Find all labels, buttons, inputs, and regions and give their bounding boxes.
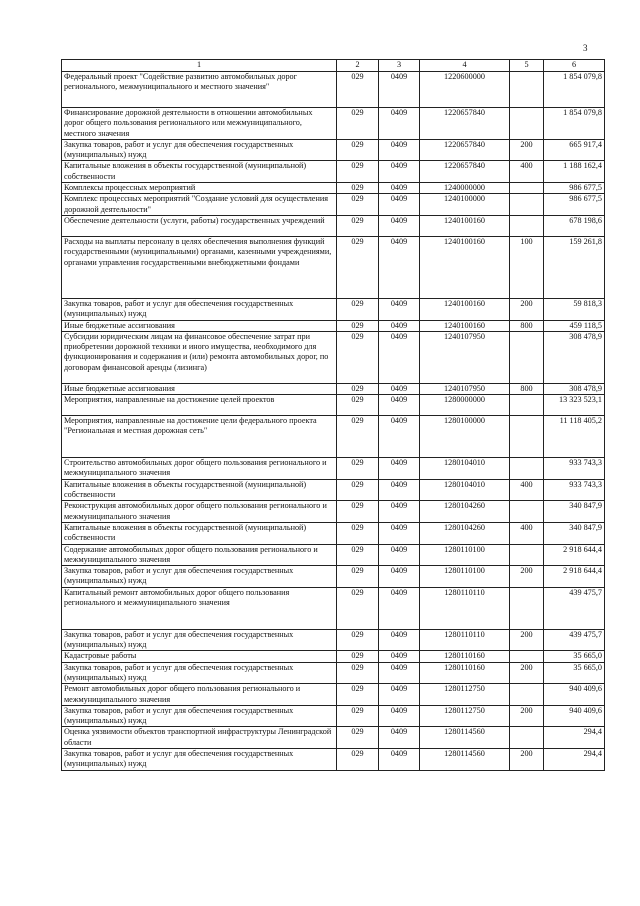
row-c4-cell: 1280110160 [420,662,510,684]
row-c3-cell: 0409 [379,522,420,544]
row-c2-cell: 029 [337,629,379,651]
row-name-cell: Иные бюджетные ассигнования [62,320,337,331]
row-name-cell: Комплекс процессных мероприятий "Создание условий для осуществления дорожной деятельности" [62,194,337,216]
row-name-cell: Ремонт автомобильных дорог общего пользования регионального и межмуниципального значения [62,684,337,706]
row-c6-cell: 665 917,4 [544,139,605,161]
row-c6-cell: 294,4 [544,748,605,770]
row-name-cell: Закупка товаров, работ и услуг для обеспечения государственных (муниципальных) нужд [62,629,337,651]
row-c5-cell [510,416,544,458]
row-c2-cell: 029 [337,458,379,480]
row-c6-cell: 933 743,3 [544,479,605,501]
header-cell: 5 [510,60,544,72]
row-name-cell: Закупка товаров, работ и услуг для обеспечения государственных (муниципальных) нужд [62,662,337,684]
row-c2-cell: 029 [337,298,379,320]
row-c6-cell: 1 854 079,8 [544,108,605,140]
table-row [62,395,605,416]
row-c6-cell: 1 854 079,8 [544,72,605,108]
row-name-cell: Субсидии юридическим лицам на финансовое обеспечение затрат при приобретении дорожной техники и иного имущества, необходимого для функционирования и содержания и (или) ремонта автомобильных дорог, по договорам финансовой аренды (лизинга) [62,331,337,383]
row-c2-cell: 029 [337,662,379,684]
row-c4-cell: 1240000000 [420,183,510,194]
row-c3-cell: 0409 [379,587,420,629]
table-row [62,298,605,320]
row-name-cell: Содержание автомобильных дорог общего пользования регионального и межмуниципального значения [62,544,337,566]
row-c6-cell: 2 918 644,4 [544,566,605,588]
row-name-cell: Закупка товаров, работ и услуг для обеспечения государственных (муниципальных) нужд [62,139,337,161]
row-name-cell: Закупка товаров, работ и услуг для обеспечения государственных (муниципальных) нужд [62,566,337,588]
row-c5-cell: 200 [510,629,544,651]
header-cell: 3 [379,60,420,72]
table-row [62,544,605,566]
table-row [62,161,605,183]
row-c5-cell [510,108,544,140]
row-name-cell: Мероприятия, направленные на достижение целей проектов [62,395,337,416]
row-c4-cell: 1240107950 [420,383,510,394]
row-name-cell: Иные бюджетные ассигнования [62,383,337,394]
row-c4-cell: 1280114560 [420,727,510,749]
row-name-cell: Реконструкция автомобильных дорог общего пользования регионального и межмуниципального значения [62,501,337,523]
row-c3-cell: 0409 [379,629,420,651]
row-c3-cell: 0409 [379,139,420,161]
table-body [62,72,605,771]
row-c2-cell: 029 [337,587,379,629]
row-c2-cell: 029 [337,108,379,140]
table-row [62,651,605,662]
row-c5-cell [510,651,544,662]
row-c2-cell: 029 [337,215,379,236]
row-c2-cell: 029 [337,320,379,331]
row-c5-cell [510,684,544,706]
row-name-cell: Закупка товаров, работ и услуг для обеспечения государственных (муниципальных) нужд [62,298,337,320]
row-c5-cell: 800 [510,320,544,331]
row-c6-cell: 11 118 405,2 [544,416,605,458]
row-c4-cell: 1280104010 [420,458,510,480]
row-c5-cell [510,501,544,523]
row-c2-cell: 029 [337,684,379,706]
row-c4-cell: 1280110100 [420,566,510,588]
row-name-cell: Капитальные вложения в объекты государственной (муниципальной) собственности [62,161,337,183]
row-name-cell: Обеспечение деятельности (услуги, работы) государственных учреждений [62,215,337,236]
row-c5-cell [510,544,544,566]
row-c5-cell [510,215,544,236]
row-c3-cell: 0409 [379,72,420,108]
row-c6-cell: 439 475,7 [544,587,605,629]
row-c5-cell: 200 [510,566,544,588]
table-row [62,183,605,194]
row-c6-cell: 439 475,7 [544,629,605,651]
row-c5-cell: 200 [510,298,544,320]
row-c3-cell: 0409 [379,194,420,216]
table-row [62,194,605,216]
row-c5-cell: 200 [510,705,544,727]
row-c4-cell: 1240100000 [420,194,510,216]
row-name-cell: Расходы на выплаты персоналу в целях обеспечения выполнения функций государственными (муниципальными) органами, казенными учреждениями, органами управления государственными внебюджетными фондами [62,236,337,298]
row-c3-cell: 0409 [379,215,420,236]
table-row [62,320,605,331]
row-c6-cell: 308 478,9 [544,331,605,383]
row-c5-cell: 200 [510,748,544,770]
row-c2-cell: 029 [337,522,379,544]
row-c5-cell [510,587,544,629]
row-name-cell: Федеральный проект "Содействие развитию автомобильных дорог регионального, межмуниципального и местного значения" [62,72,337,108]
row-c3-cell: 0409 [379,705,420,727]
row-c4-cell: 1280110160 [420,651,510,662]
row-c6-cell: 940 409,6 [544,705,605,727]
row-c4-cell: 1280104260 [420,501,510,523]
row-c2-cell: 029 [337,544,379,566]
row-c3-cell: 0409 [379,383,420,394]
row-c5-cell: 400 [510,479,544,501]
table-row [62,215,605,236]
header-cell: 6 [544,60,605,72]
table-row [62,383,605,394]
table-header-row [62,60,605,72]
row-c4-cell: 1280110110 [420,587,510,629]
row-name-cell: Капитальные вложения в объекты государственной (муниципальной) собственности [62,522,337,544]
row-c3-cell: 0409 [379,662,420,684]
row-c2-cell: 029 [337,727,379,749]
row-c4-cell: 1280112750 [420,705,510,727]
page-number: 3 [583,43,588,53]
row-c2-cell: 029 [337,479,379,501]
row-c5-cell: 200 [510,139,544,161]
row-c3-cell: 0409 [379,108,420,140]
row-c3-cell: 0409 [379,544,420,566]
header-cell: 1 [62,60,337,72]
row-c2-cell: 029 [337,501,379,523]
row-c3-cell: 0409 [379,183,420,194]
row-c3-cell: 0409 [379,395,420,416]
row-c5-cell [510,458,544,480]
row-c3-cell: 0409 [379,320,420,331]
row-c4-cell: 1280100000 [420,416,510,458]
row-c5-cell [510,727,544,749]
row-c3-cell: 0409 [379,161,420,183]
row-c4-cell: 1220657840 [420,139,510,161]
row-name-cell: Капитальный ремонт автомобильных дорог общего пользования регионального и межмуниципального значения [62,587,337,629]
row-c6-cell: 308 478,9 [544,383,605,394]
row-name-cell: Комплексы процессных мероприятий [62,183,337,194]
header-cell: 4 [420,60,510,72]
row-c6-cell: 986 677,5 [544,194,605,216]
row-c6-cell: 59 818,3 [544,298,605,320]
row-name-cell: Кадастровые работы [62,651,337,662]
row-c5-cell [510,183,544,194]
row-name-cell: Мероприятия, направленные на достижение цели федерального проекта "Региональная и местная дорожная сеть" [62,416,337,458]
row-c6-cell: 35 665,0 [544,662,605,684]
table-row [62,566,605,588]
row-c2-cell: 029 [337,72,379,108]
row-c4-cell: 1280110100 [420,544,510,566]
row-c3-cell: 0409 [379,236,420,298]
row-name-cell: Оценка уязвимости объектов транспортной инфраструктуры Ленинградской области [62,727,337,749]
row-c3-cell: 0409 [379,416,420,458]
row-c6-cell: 986 677,5 [544,183,605,194]
table-row [62,629,605,651]
table-row [62,727,605,749]
table-row [62,331,605,383]
header-cell: 2 [337,60,379,72]
row-c6-cell: 294,4 [544,727,605,749]
row-name-cell: Закупка товаров, работ и услуг для обеспечения государственных (муниципальных) нужд [62,705,337,727]
row-c2-cell: 029 [337,183,379,194]
row-c4-cell: 1280104260 [420,522,510,544]
table-row [62,587,605,629]
row-c3-cell: 0409 [379,566,420,588]
row-c3-cell: 0409 [379,727,420,749]
row-c5-cell: 400 [510,522,544,544]
row-c2-cell: 029 [337,331,379,383]
row-c6-cell: 13 323 523,1 [544,395,605,416]
row-c2-cell: 029 [337,383,379,394]
row-c2-cell: 029 [337,705,379,727]
table-row [62,72,605,108]
row-c4-cell: 1240100160 [420,215,510,236]
table-row [62,684,605,706]
row-c4-cell: 1220600000 [420,72,510,108]
row-c5-cell [510,72,544,108]
row-c3-cell: 0409 [379,458,420,480]
row-c6-cell: 2 918 644,4 [544,544,605,566]
row-name-cell: Строительство автомобильных дорог общего пользования регионального и межмуниципального значения [62,458,337,480]
row-c3-cell: 0409 [379,651,420,662]
row-c2-cell: 029 [337,748,379,770]
table-row [62,479,605,501]
row-c3-cell: 0409 [379,331,420,383]
row-c4-cell: 1240100160 [420,236,510,298]
row-c5-cell [510,331,544,383]
row-c2-cell: 029 [337,194,379,216]
row-c6-cell: 35 665,0 [544,651,605,662]
row-c4-cell: 1220657840 [420,108,510,140]
row-c4-cell: 1280104010 [420,479,510,501]
row-c4-cell: 1240107950 [420,331,510,383]
table-row [62,662,605,684]
budget-table [61,59,605,771]
row-c3-cell: 0409 [379,684,420,706]
row-c6-cell: 678 198,6 [544,215,605,236]
row-c3-cell: 0409 [379,479,420,501]
table-row [62,139,605,161]
row-c4-cell: 1280112750 [420,684,510,706]
row-c5-cell: 800 [510,383,544,394]
table-row [62,236,605,298]
row-name-cell: Закупка товаров, работ и услуг для обеспечения государственных (муниципальных) нужд [62,748,337,770]
row-c2-cell: 029 [337,236,379,298]
row-name-cell: Финансирование дорожной деятельности в отношении автомобильных дорог общего пользования регионального или межмуниципального, местного значения [62,108,337,140]
row-c6-cell: 933 743,3 [544,458,605,480]
row-c6-cell: 1 188 162,4 [544,161,605,183]
row-c4-cell: 1240100160 [420,298,510,320]
table-row [62,108,605,140]
row-c5-cell: 100 [510,236,544,298]
row-c3-cell: 0409 [379,298,420,320]
row-c3-cell: 0409 [379,501,420,523]
row-c6-cell: 340 847,9 [544,501,605,523]
row-c2-cell: 029 [337,651,379,662]
row-c5-cell [510,194,544,216]
row-c2-cell: 029 [337,395,379,416]
table-row [62,458,605,480]
row-c4-cell: 1240100160 [420,320,510,331]
table-row [62,705,605,727]
row-name-cell: Капитальные вложения в объекты государственной (муниципальной) собственности [62,479,337,501]
row-c4-cell: 1280000000 [420,395,510,416]
table-row [62,416,605,458]
table-row [62,748,605,770]
row-c4-cell: 1280110110 [420,629,510,651]
row-c2-cell: 029 [337,416,379,458]
row-c6-cell: 459 118,5 [544,320,605,331]
table-row [62,522,605,544]
row-c5-cell [510,395,544,416]
row-c6-cell: 159 261,8 [544,236,605,298]
row-c2-cell: 029 [337,161,379,183]
row-c5-cell: 200 [510,662,544,684]
row-c3-cell: 0409 [379,748,420,770]
row-c5-cell: 400 [510,161,544,183]
table-row [62,501,605,523]
row-c4-cell: 1280114560 [420,748,510,770]
row-c2-cell: 029 [337,566,379,588]
row-c4-cell: 1220657840 [420,161,510,183]
row-c6-cell: 940 409,6 [544,684,605,706]
row-c2-cell: 029 [337,139,379,161]
row-c6-cell: 340 847,9 [544,522,605,544]
